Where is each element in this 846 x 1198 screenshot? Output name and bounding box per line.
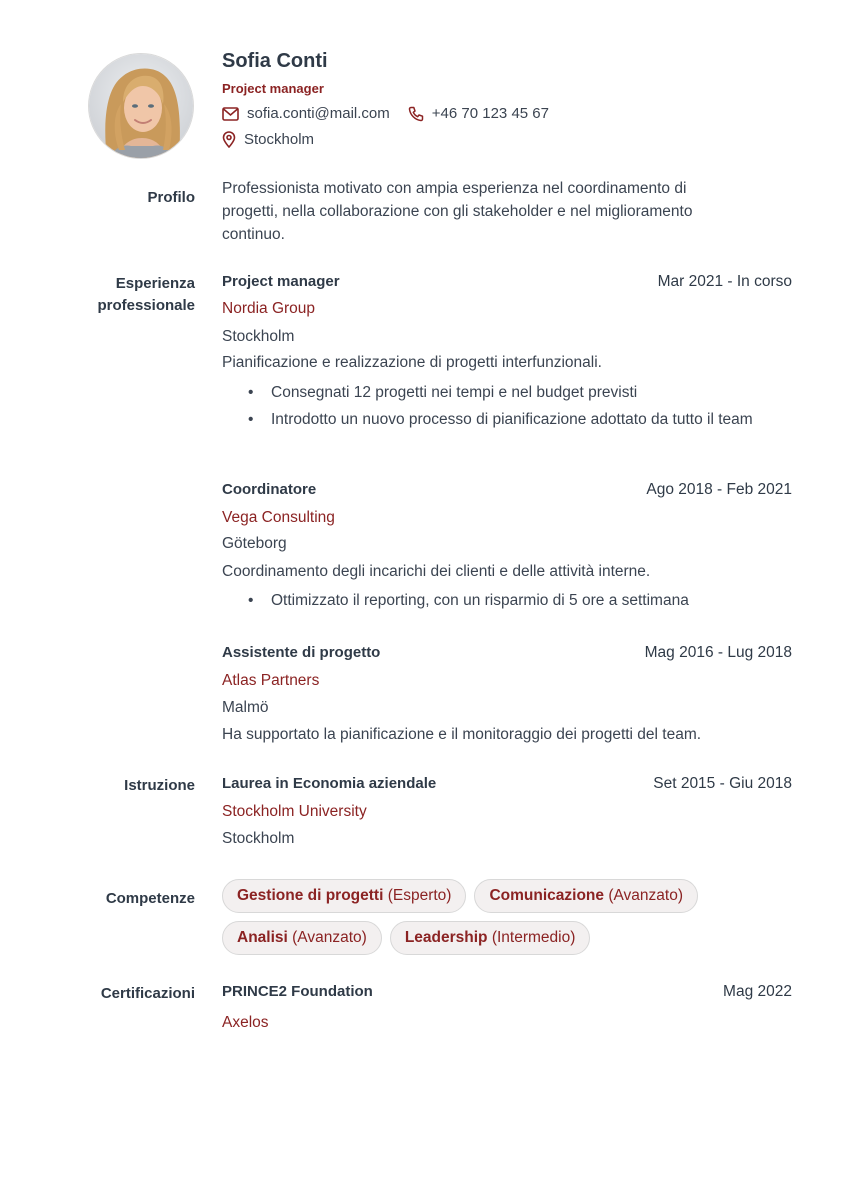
list-item: • Introdotto un nuovo processo di pianificazione adottato da tutto il team [248,411,753,428]
profile-photo [89,54,194,159]
school-name: Stockholm University [222,803,367,820]
avatar [88,53,194,159]
job-achievements [248,381,793,435]
certification-date: Mag 2022 [723,983,792,1000]
job-title: Assistente di progetto [222,644,381,661]
job-dates: Ago 2018 - Feb 2021 [646,481,792,498]
job-city: Malmö [222,699,269,716]
education-header [222,775,792,793]
email-contact[interactable] [222,105,390,122]
location-pin-icon [222,131,236,148]
section-label-experience: Esperienza professionale [97,275,195,314]
job-title: Project manager [222,273,340,290]
job-city: Göteborg [222,535,287,552]
city-text: Stockholm [244,131,315,148]
phone-contact[interactable] [408,105,549,122]
job-summary: Coordinamento degli incarichi dei clienti e delle attività interne. [222,563,651,580]
job-city: Stockholm [222,328,295,345]
job-header [222,273,792,291]
contact-row [222,105,567,122]
section-label-profile: Profilo [147,189,195,206]
job-achievements [248,589,793,616]
list-item: • Consegnati 12 progetti nei tempi e nel budget previsti [248,384,638,401]
job-company: Vega Consulting [222,509,335,526]
education-dates: Set 2015 - Giu 2018 [653,775,792,792]
profile-line: progetti, nella collaborazione con gli stakeholder e nel miglioramento [222,203,693,220]
skill-chip: Leadership (Intermedio) [390,921,591,955]
certification-issuer: Axelos [222,1014,269,1031]
job-company: Atlas Partners [222,672,320,689]
section-label-skills: Competenze [105,890,195,907]
skill-chip: Comunicazione (Avanzato) [474,879,698,913]
job-summary: Ha supportato la pianificazione e il monitoraggio dei progetti del team. [222,726,702,743]
job-title: Coordinatore [222,481,317,498]
section-label-education: Istruzione [124,777,195,794]
skills-list [222,879,802,963]
school-city: Stockholm [222,830,295,847]
certification-header [222,983,792,1001]
candidate-name: Sofia Conti [222,50,328,72]
profile-summary [222,177,792,246]
skill-chip: Analisi (Avanzato) [222,921,382,955]
profile-line: continuo. [222,226,285,243]
job-company: Nordia Group [222,300,316,317]
location-row [222,131,332,148]
job-header [222,481,792,499]
phone-text: +46 70 123 45 67 [431,105,549,122]
job-dates: Mag 2016 - Lug 2018 [644,644,792,661]
email-text: sofia.conti@mail.com [247,105,390,122]
mail-icon [222,107,239,121]
degree-title: Laurea in Economia aziendale [222,775,437,792]
job-header [222,644,792,662]
candidate-role: Project manager [222,81,324,96]
certification-name: PRINCE2 Foundation [222,983,373,1000]
job-summary: Pianificazione e realizzazione di progetti interfunzionali. [222,354,602,371]
skill-chip: Gestione di progetti (Esperto) [222,879,466,913]
list-item: • Ottimizzato il reporting, con un risparmio di 5 ore a settimana [248,592,689,609]
location-contact [222,131,314,148]
job-dates: Mar 2021 - In corso [657,273,792,290]
phone-icon [408,106,424,122]
section-label-certifications: Certificazioni [100,985,195,1002]
profile-line: Professionista motivato con ampia esperienza nel coordinamento di [222,180,687,197]
